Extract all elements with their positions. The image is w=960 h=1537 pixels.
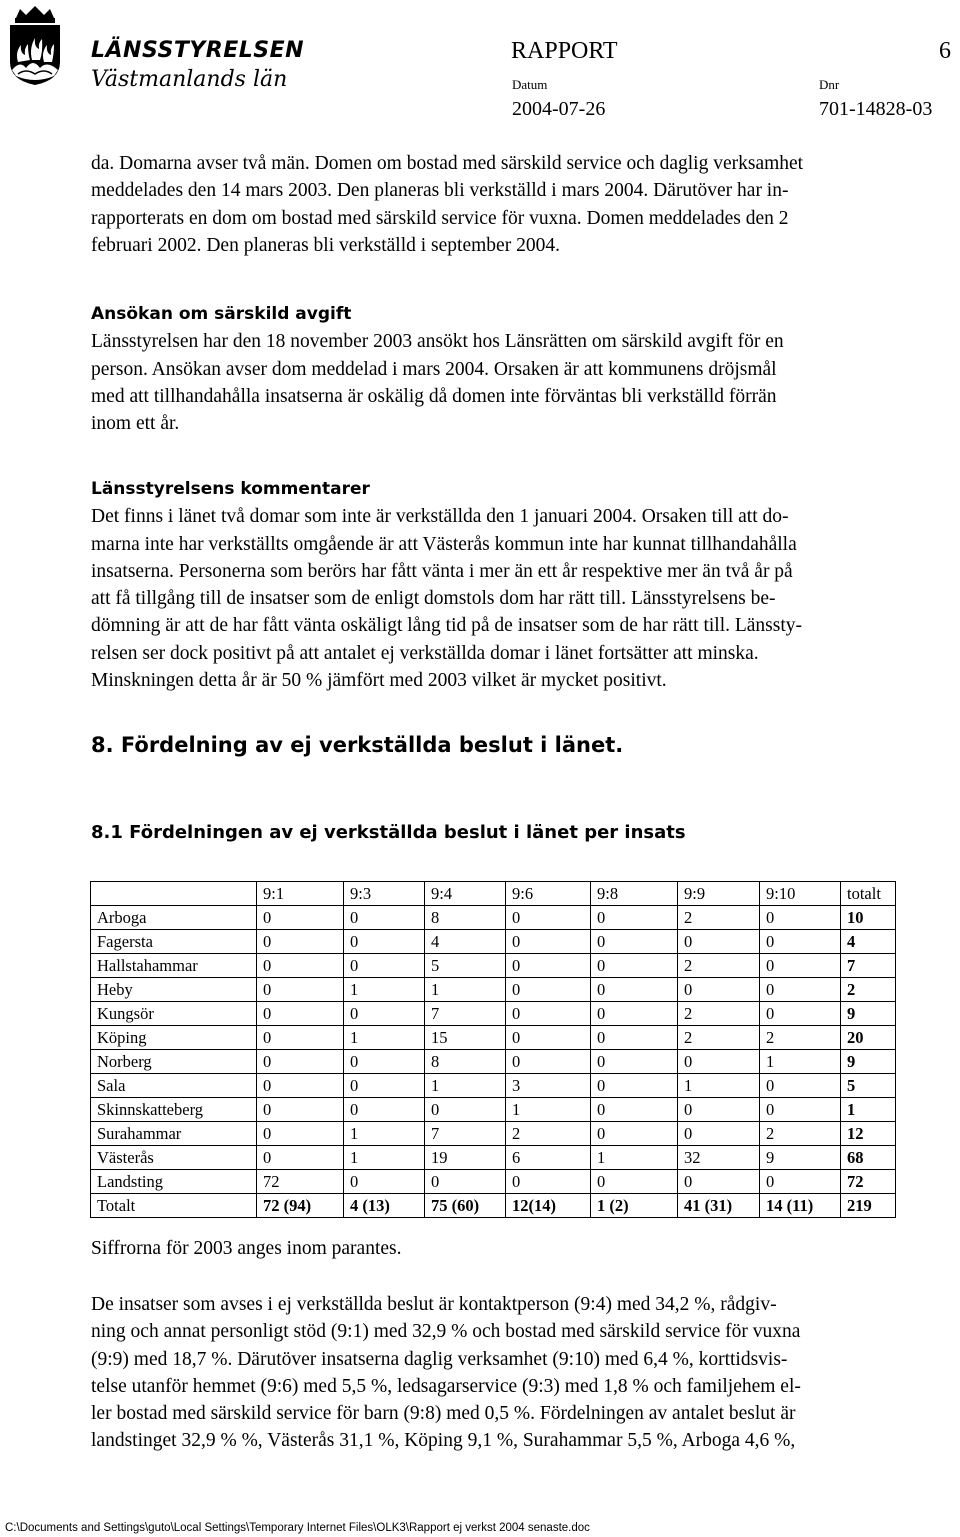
dnr-label: Dnr bbox=[819, 77, 840, 92]
value-cell: 9:9 bbox=[678, 882, 760, 906]
value-cell: 9:6 bbox=[506, 882, 591, 906]
value-cell: 0 bbox=[678, 930, 760, 954]
value-cell: 0 bbox=[257, 978, 344, 1002]
section-title: 8. Fördelning av ej verkställda beslut i länet. bbox=[91, 733, 624, 757]
value-cell: 0 bbox=[506, 930, 591, 954]
value-cell: 0 bbox=[257, 954, 344, 978]
value-cell: 1 bbox=[841, 1098, 896, 1122]
value-cell: 0 bbox=[257, 1074, 344, 1098]
value-cell: 0 bbox=[678, 1122, 760, 1146]
value-cell: 2 bbox=[506, 1122, 591, 1146]
row-label-cell: Kungsör bbox=[91, 1002, 257, 1026]
value-cell: 0 bbox=[678, 1098, 760, 1122]
value-cell: 2 bbox=[678, 906, 760, 930]
value-cell: 1 bbox=[760, 1050, 841, 1074]
value-cell: 7 bbox=[425, 1002, 506, 1026]
table-row bbox=[91, 954, 896, 978]
value-cell: 0 bbox=[257, 930, 344, 954]
table-row bbox=[91, 930, 896, 954]
value-cell: 3 bbox=[506, 1074, 591, 1098]
value-cell: 9 bbox=[760, 1146, 841, 1170]
row-label-cell: Arboga bbox=[91, 906, 257, 930]
value-cell: 0 bbox=[257, 906, 344, 930]
value-cell: 0 bbox=[506, 906, 591, 930]
table-row bbox=[91, 1146, 896, 1170]
value-cell: 72 bbox=[257, 1170, 344, 1194]
organization-region: Västmanlands län bbox=[91, 67, 288, 92]
row-label-cell bbox=[91, 882, 257, 906]
section-heading: Ansökan om särskild avgift bbox=[91, 304, 352, 324]
value-cell: 4 bbox=[841, 930, 896, 954]
value-cell: 2 bbox=[760, 1122, 841, 1146]
closing-paragraph bbox=[91, 1291, 943, 1455]
value-cell: 0 bbox=[344, 1098, 425, 1122]
file-path-footer: C:\Documents and Settings\guto\Local Settings\Temporary Internet Files\OLK3\Rapport ej verkst 2004 senaste.doc bbox=[5, 1522, 590, 1534]
subsection-title: 8.1 Fördelningen av ej verkställda beslut i länet per insats bbox=[91, 822, 686, 843]
text-line: ning och annat personligt stöd (9:1) med 32,9 % och bostad med särskild service för vuxna bbox=[91, 1321, 801, 1343]
value-cell: 0 bbox=[257, 1146, 344, 1170]
value-cell: 4 bbox=[425, 930, 506, 954]
value-cell: 20 bbox=[841, 1026, 896, 1050]
value-cell: 0 bbox=[257, 1098, 344, 1122]
value-cell: 0 bbox=[425, 1170, 506, 1194]
table-row bbox=[91, 1122, 896, 1146]
value-cell: 9 bbox=[841, 1050, 896, 1074]
text-line: telse utanför hemmet (9:6) med 5,5 %, ledsagarservice (9:3) med 1,8 % och familjehem el- bbox=[91, 1375, 801, 1397]
value-cell: 0 bbox=[591, 1002, 678, 1026]
table-row bbox=[91, 978, 896, 1002]
table-row bbox=[91, 1026, 896, 1050]
value-cell: 1 bbox=[506, 1098, 591, 1122]
county-coat-of-arms-logo bbox=[6, 4, 64, 86]
intro-paragraph bbox=[91, 150, 943, 259]
value-cell: 0 bbox=[678, 1170, 760, 1194]
value-cell: 8 bbox=[425, 1050, 506, 1074]
value-cell: 0 bbox=[257, 1122, 344, 1146]
value-cell: 0 bbox=[344, 930, 425, 954]
table-row bbox=[91, 1098, 896, 1122]
document-type: RAPPORT bbox=[511, 38, 618, 64]
value-cell: 12(14) bbox=[506, 1194, 591, 1218]
value-cell: 0 bbox=[344, 1170, 425, 1194]
value-cell: 9:3 bbox=[344, 882, 425, 906]
value-cell: 75 (60) bbox=[425, 1194, 506, 1218]
value-cell: 32 bbox=[678, 1146, 760, 1170]
value-cell: 14 (11) bbox=[760, 1194, 841, 1218]
value-cell: totalt bbox=[841, 882, 896, 906]
table-total-row bbox=[91, 1194, 896, 1218]
value-cell: 0 bbox=[760, 1002, 841, 1026]
value-cell: 1 bbox=[425, 1074, 506, 1098]
text-line: inom ett år. bbox=[91, 413, 180, 435]
value-cell: 9 bbox=[841, 1002, 896, 1026]
value-cell: 2 bbox=[678, 1002, 760, 1026]
page-number: 6 bbox=[939, 38, 951, 64]
text-line: Minskningen detta år är 50 % jämfört med 2003 vilket är mycket positivt. bbox=[91, 670, 667, 692]
text-line: insatserna. Personerna som berörs har fått vänta i mer än ett år respektive mer än två år på bbox=[91, 560, 793, 582]
value-cell: 0 bbox=[591, 1170, 678, 1194]
value-cell: 0 bbox=[591, 978, 678, 1002]
value-cell: 2 bbox=[760, 1026, 841, 1050]
value-cell: 0 bbox=[760, 930, 841, 954]
row-label-cell: Skinnskatteberg bbox=[91, 1098, 257, 1122]
value-cell: 0 bbox=[591, 1098, 678, 1122]
value-cell: 0 bbox=[760, 1098, 841, 1122]
row-label-cell: Norberg bbox=[91, 1050, 257, 1074]
row-label-cell: Fagersta bbox=[91, 930, 257, 954]
text-line: marna inte har verkställts omgående är att Västerås kommun inte har kunnat tillhandahålla bbox=[91, 533, 797, 555]
value-cell: 0 bbox=[760, 1170, 841, 1194]
text-line: rapporterats en dom om bostad med särskild service för vuxna. Domen meddelades den 2 bbox=[91, 207, 789, 229]
text-line: med att tillhandahålla insatserna är oskälig då domen inte förväntas bli verkställd förrän bbox=[91, 385, 777, 407]
text-line: Länsstyrelsen har den 18 november 2003 ansökt hos Länsrätten om särskild avgift för en bbox=[91, 331, 784, 353]
ansokan-section bbox=[91, 301, 943, 437]
value-cell: 0 bbox=[257, 1002, 344, 1026]
value-cell: 9:8 bbox=[591, 882, 678, 906]
value-cell: 0 bbox=[344, 1074, 425, 1098]
row-label-cell: Totalt bbox=[91, 1194, 257, 1218]
value-cell: 15 bbox=[425, 1026, 506, 1050]
value-cell: 4 (13) bbox=[344, 1194, 425, 1218]
value-cell: 5 bbox=[841, 1074, 896, 1098]
decisions-table bbox=[90, 881, 896, 1218]
value-cell: 1 bbox=[678, 1074, 760, 1098]
value-cell: 0 bbox=[591, 1026, 678, 1050]
row-label-cell: Landsting bbox=[91, 1170, 257, 1194]
value-cell: 68 bbox=[841, 1146, 896, 1170]
text-line: dömning är att de har fått vänta oskäligt lång tid på de insatser som de har rätt till. Länssty- bbox=[91, 615, 803, 637]
row-label-cell: Surahammar bbox=[91, 1122, 257, 1146]
value-cell: 0 bbox=[425, 1098, 506, 1122]
value-cell: 1 bbox=[344, 978, 425, 1002]
value-cell: 8 bbox=[425, 906, 506, 930]
value-cell: 0 bbox=[760, 1074, 841, 1098]
value-cell: 10 bbox=[841, 906, 896, 930]
table-row bbox=[91, 1074, 896, 1098]
row-label-cell: Heby bbox=[91, 978, 257, 1002]
text-line: februari 2002. Den planeras bli verkställd i september 2004. bbox=[91, 234, 560, 256]
value-cell: 9:10 bbox=[760, 882, 841, 906]
value-cell: 0 bbox=[591, 930, 678, 954]
value-cell: 1 (2) bbox=[591, 1194, 678, 1218]
value-cell: 2 bbox=[841, 978, 896, 1002]
value-cell: 72 (94) bbox=[257, 1194, 344, 1218]
value-cell: 0 bbox=[760, 954, 841, 978]
value-cell: 7 bbox=[841, 954, 896, 978]
value-cell: 0 bbox=[678, 978, 760, 1002]
table-note: Siffrorna för 2003 anges inom parantes. bbox=[91, 1238, 402, 1259]
table-row bbox=[91, 906, 896, 930]
text-line: da. Domarna avser två män. Domen om bostad med särskild service och daglig verksamhet bbox=[91, 153, 804, 174]
value-cell: 0 bbox=[760, 978, 841, 1002]
value-cell: 0 bbox=[591, 1122, 678, 1146]
text-line: meddelades den 14 mars 2003. Den planeras bli verkställd i mars 2004. Därutöver har in- bbox=[91, 180, 789, 202]
value-cell: 5 bbox=[425, 954, 506, 978]
value-cell: 2 bbox=[678, 954, 760, 978]
table-row bbox=[91, 1170, 896, 1194]
value-cell: 1 bbox=[425, 978, 506, 1002]
value-cell: 0 bbox=[760, 906, 841, 930]
kommentarer-section bbox=[91, 476, 943, 694]
value-cell: 1 bbox=[344, 1122, 425, 1146]
text-line: person. Ansökan avser dom meddelad i mars 2004. Orsaken är att kommunens dröjsmål bbox=[91, 358, 777, 380]
value-cell: 0 bbox=[506, 978, 591, 1002]
value-cell: 9:4 bbox=[425, 882, 506, 906]
table-header-row bbox=[91, 882, 896, 906]
document-date: 2004-07-26 bbox=[512, 98, 606, 120]
value-cell: 0 bbox=[506, 1170, 591, 1194]
value-cell: 1 bbox=[591, 1146, 678, 1170]
text-line: relsen ser dock positivt på att antalet ej verkställda domar i länet fortsätter att minska. bbox=[91, 642, 759, 664]
value-cell: 0 bbox=[506, 954, 591, 978]
value-cell: 7 bbox=[425, 1122, 506, 1146]
value-cell: 41 (31) bbox=[678, 1194, 760, 1218]
value-cell: 0 bbox=[506, 1026, 591, 1050]
text-line: Det finns i länet två domar som inte är verkställda den 1 januari 2004. Orsaken till att do- bbox=[91, 506, 789, 528]
value-cell: 0 bbox=[506, 1002, 591, 1026]
text-line: landstinget 32,9 % %, Västerås 31,1 %, Köping 9,1 %, Surahammar 5,5 %, Arboga 4,6 %, bbox=[91, 1430, 796, 1452]
value-cell: 0 bbox=[344, 1050, 425, 1074]
row-label-cell: Sala bbox=[91, 1074, 257, 1098]
value-cell: 0 bbox=[257, 1026, 344, 1050]
text-line: De insatser som avses i ej verkställda beslut är kontaktperson (9:4) med 34,2 %, rådgiv- bbox=[91, 1294, 777, 1315]
value-cell: 0 bbox=[591, 1074, 678, 1098]
text-line: att få tillgång till de insatser som de enligt domstols dom har rätt till. Länsstyrelsens be- bbox=[91, 588, 776, 610]
value-cell: 9:1 bbox=[257, 882, 344, 906]
organization-name: LÄNSSTYRELSEN bbox=[91, 38, 305, 63]
value-cell: 72 bbox=[841, 1170, 896, 1194]
value-cell: 219 bbox=[841, 1194, 896, 1218]
row-label-cell: Hallstahammar bbox=[91, 954, 257, 978]
value-cell: 0 bbox=[591, 954, 678, 978]
value-cell: 12 bbox=[841, 1122, 896, 1146]
table-row bbox=[91, 1050, 896, 1074]
date-label: Datum bbox=[512, 77, 548, 92]
value-cell: 0 bbox=[506, 1050, 591, 1074]
value-cell: 0 bbox=[344, 1002, 425, 1026]
section-heading: Länsstyrelsens kommentarer bbox=[91, 479, 370, 499]
value-cell: 6 bbox=[506, 1146, 591, 1170]
value-cell: 0 bbox=[257, 1050, 344, 1074]
value-cell: 0 bbox=[678, 1050, 760, 1074]
value-cell: 0 bbox=[344, 954, 425, 978]
table-row bbox=[91, 1002, 896, 1026]
row-label-cell: Västerås bbox=[91, 1146, 257, 1170]
value-cell: 0 bbox=[344, 906, 425, 930]
value-cell: 1 bbox=[344, 1146, 425, 1170]
value-cell: 1 bbox=[344, 1026, 425, 1050]
value-cell: 0 bbox=[591, 906, 678, 930]
value-cell: 2 bbox=[678, 1026, 760, 1050]
text-line: ler bostad med särskild service för barn (9:8) med 0,5 %. Fördelningen av antalet beslut är bbox=[91, 1403, 796, 1425]
row-label-cell: Köping bbox=[91, 1026, 257, 1050]
text-line: (9:9) med 18,7 %. Därutöver insatserna daglig verksamhet (9:10) med 6,4 %, korttidsvis- bbox=[91, 1348, 788, 1370]
value-cell: 19 bbox=[425, 1146, 506, 1170]
value-cell: 0 bbox=[591, 1050, 678, 1074]
document-dnr: 701-14828-03 bbox=[819, 98, 933, 120]
